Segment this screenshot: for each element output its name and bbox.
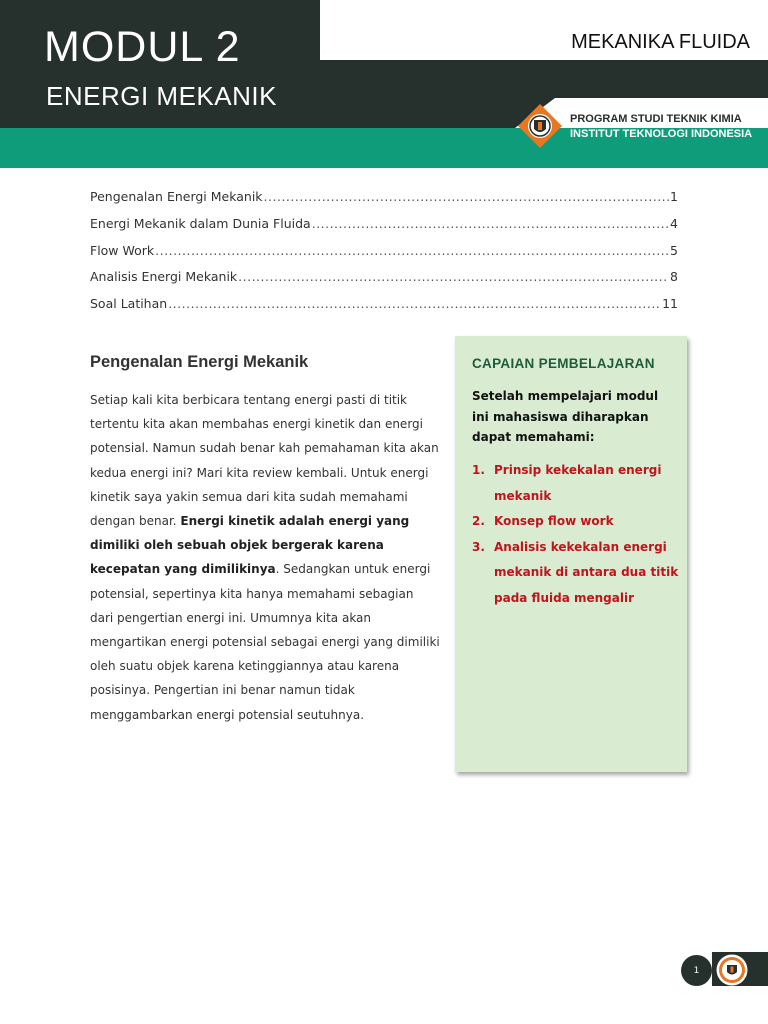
toc-entry-page: 5 (670, 242, 678, 258)
toc-entry-page: 4 (670, 215, 678, 231)
toc-entry-label: Analisis Energi Mekanik (90, 269, 238, 285)
paragraph-text: Setiap kali kita berbicara tentang energi pasti di titik tertentu kita akan membahas energi kinetik dan energi potensial. Namun sudah benar kah pemahaman kita akan kedua energi ini? Mari kita review kembali. Untuk energi kinetik saya yakin semua dari kita sudah memahami dengan benar. (90, 393, 439, 529)
page-number-badge: 1 (681, 955, 712, 986)
learning-outcomes-box (455, 336, 687, 772)
toc-entry-label: Soal Latihan (90, 296, 168, 312)
list-item-text: Analisis kekekalan energi mekanik di antara dua titik pada fluida mengalir (494, 539, 679, 605)
toc-entry[interactable] (90, 216, 678, 243)
toc-leader-dots (155, 243, 669, 258)
list-item (472, 509, 680, 535)
list-item-number: 3. (472, 539, 485, 554)
toc-entry-label: Pengenalan Energi Mekanik (90, 189, 263, 204)
toc-entry[interactable] (90, 243, 678, 270)
toc-entry-page: 8 (670, 269, 678, 285)
institute-logo-icon (517, 103, 563, 149)
list-item-number: 1. (472, 463, 485, 477)
list-item (472, 458, 680, 509)
body-paragraph (90, 388, 440, 727)
footer-logo-icon (716, 954, 748, 986)
toc-entry-label: Energi Mekanik dalam Dunia Fluida (90, 215, 311, 231)
institute-name: INSTITUT TEKNOLOGI INDONESIA (570, 128, 753, 140)
module-topic: ENERGI MEKANIK (46, 81, 277, 111)
module-title: MODUL 2 (44, 23, 241, 71)
toc-entry[interactable] (90, 269, 678, 296)
toc-entry[interactable] (90, 296, 678, 323)
list-item-number: 2. (472, 514, 485, 528)
toc-entry-page: 1 (670, 189, 678, 204)
toc-entry-label: Flow Work (90, 242, 155, 258)
table-of-contents (90, 189, 678, 323)
toc-leader-dots (168, 296, 661, 311)
section-heading: Pengenalan Energi Mekanik (90, 353, 309, 371)
list-item-text: Prinsip kekekalan energi mekanik (494, 463, 662, 503)
learning-outcomes-intro: Setelah mempelajari modul ini mahasiswa diharapkan dapat memahami: (472, 389, 659, 444)
page-header (0, 0, 768, 168)
learning-outcomes-title: CAPAIAN PEMBELAJARAN (472, 356, 655, 371)
paragraph-emphasis: Energi kinetik adalah energi yang dimiliki oleh sebuah objek bergerak karena kecepatan yang dimilikinya (90, 514, 410, 577)
toc-entry[interactable] (90, 189, 678, 216)
toc-entry-page: 11 (662, 296, 678, 312)
list-item (472, 535, 680, 612)
program-name: PROGRAM STUDI TEKNIK KIMIA (570, 113, 742, 125)
toc-leader-dots (238, 269, 669, 284)
toc-leader-dots (264, 189, 670, 204)
learning-outcomes-list (472, 458, 680, 611)
toc-leader-dots (312, 216, 669, 231)
course-title: MEKANIKA FLUIDA (571, 31, 750, 53)
list-item-text: Konsep flow work (494, 514, 614, 528)
paragraph-text-continued: . Sedangkan untuk energi potensial, sepertinya kita hanya memahami sebagian dari pengertian energi ini. Umumnya kita akan mengartikan energi potensial sebagai energi yang dimiliki oleh suatu objek karena ketinggiannya atau karena posisinya. Pengertian ini benar namun tidak menggambarkan energi potensial seutuhnya. (90, 562, 440, 722)
